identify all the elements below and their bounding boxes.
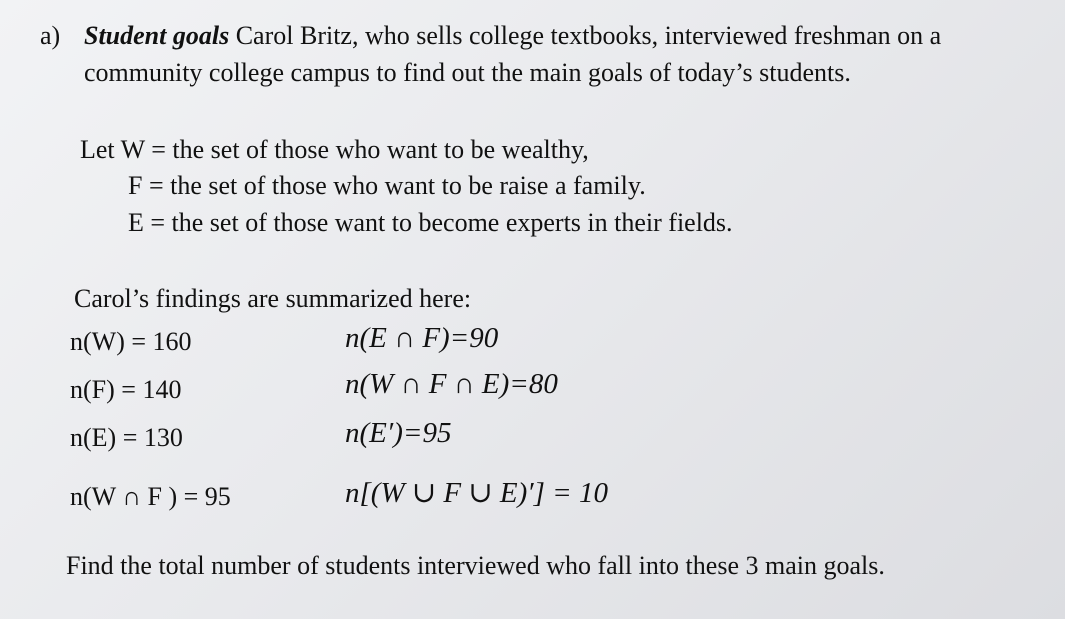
definition-w: Let W = the set of those who want to be wealthy,	[80, 135, 589, 164]
fact-n-w-intersect-f-intersect-e: n(W ∩ F ∩ E)=80	[345, 368, 558, 400]
summary-heading: Carol’s findings are summarized here:	[74, 284, 472, 313]
question-text: Find the total number of students interviewed who fall into these 3 main goals.	[66, 551, 885, 580]
intro-line-1-text: Carol Britz, who sells college textbooks, interviewed freshman on a	[229, 21, 942, 50]
fact-n-e-complement: n(E′)=95	[345, 417, 452, 449]
intro-line-1	[84, 20, 941, 52]
part-label: a)	[40, 21, 61, 50]
definition-f: F = the set of those who want to be raise a family.	[128, 171, 646, 200]
fact-n-f: n(F) = 140	[70, 375, 182, 404]
intro-line-2: community college campus to find out the main goals of today’s students.	[84, 58, 851, 87]
problem-title: Student goals	[84, 21, 230, 50]
fact-n-union-complement: n[(W ∪ F ∪ E)′] = 10	[345, 477, 608, 509]
fact-n-e: n(E) = 130	[70, 423, 183, 452]
definition-e: E = the set of those want to become experts in their fields.	[128, 208, 733, 237]
fact-n-w-intersect-f: n(W ∩ F ) = 95	[70, 482, 231, 511]
fact-n-w: n(W) = 160	[70, 327, 192, 356]
fact-n-e-intersect-f: n(E ∩ F)=90	[345, 322, 499, 354]
